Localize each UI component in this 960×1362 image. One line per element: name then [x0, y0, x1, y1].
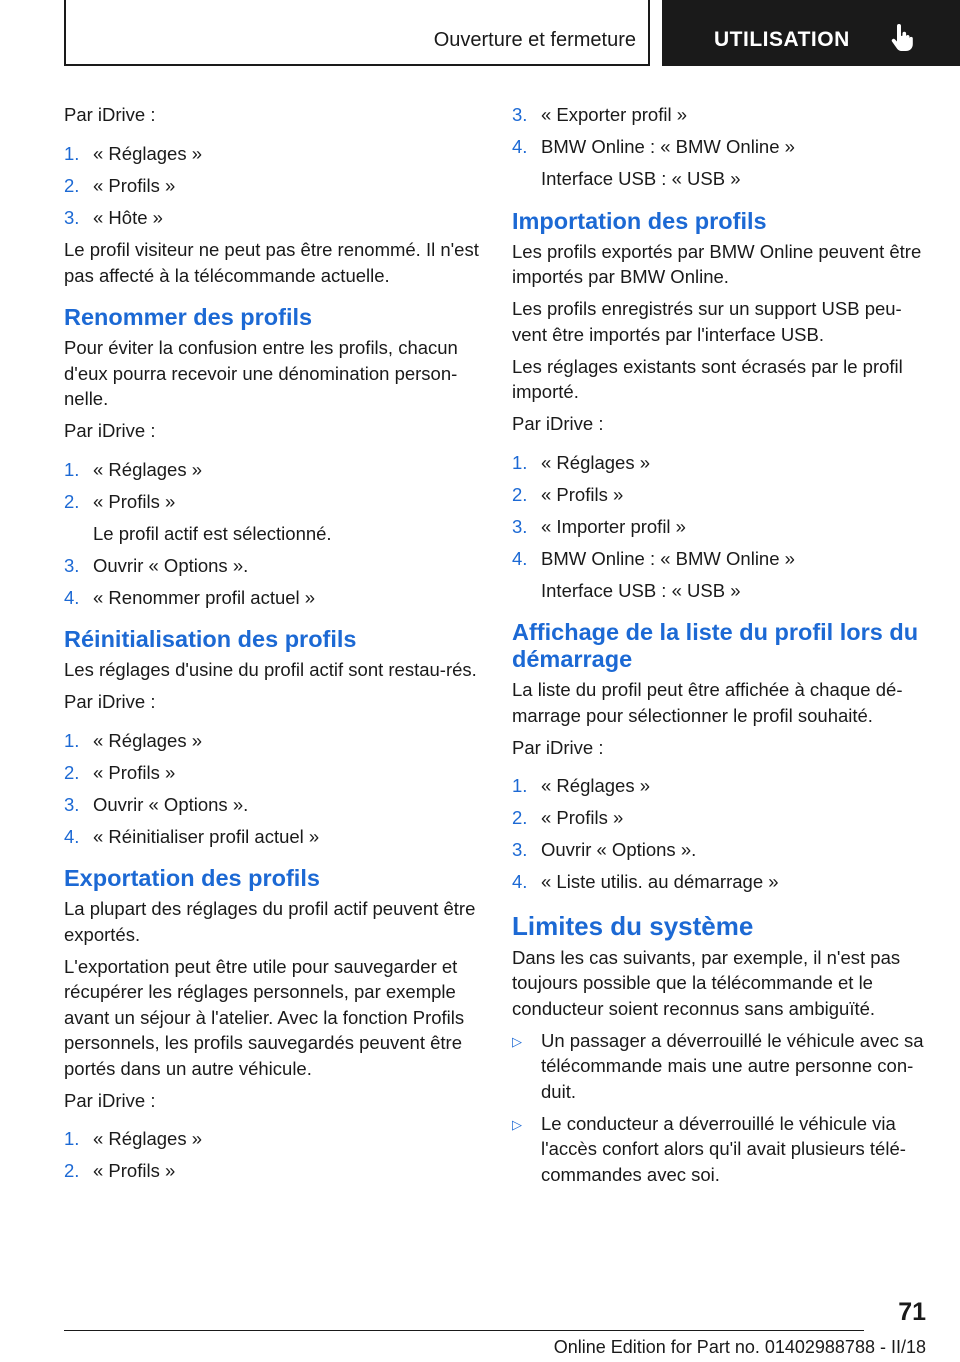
- step-number: 1.: [64, 142, 80, 164]
- step-main: « Profils »: [93, 490, 176, 512]
- triangle-bullet-icon: ▷: [512, 1033, 522, 1049]
- intro-text: Par iDrive :: [512, 736, 604, 758]
- list-item: [64, 1126, 484, 1152]
- step-number: 4.: [512, 871, 528, 892]
- paragraph: Les réglages existants sont écrasés par le profil importé.: [512, 355, 903, 402]
- step-text: « Réglages »: [93, 729, 203, 751]
- intro-text: Par iDrive :: [64, 104, 156, 125]
- step-text: « Liste utilis. au démarrage »: [541, 871, 779, 892]
- footer-edition: Online Edition for Part no. 01402988788 - II/18: [553, 1337, 926, 1357]
- step-text: Ouvrir « Options ».: [93, 554, 249, 576]
- header-section-box: [64, 0, 650, 66]
- list-item: [64, 457, 484, 483]
- step-main: BMW Online : « BMW Online »: [541, 547, 795, 569]
- hand-touch-icon: [891, 24, 913, 52]
- paragraph: Les réglages d'usine du profil actif sont restau‐rés.: [64, 659, 477, 680]
- left-column: [64, 102, 484, 1191]
- list-item: [512, 102, 932, 128]
- section-heading: Renommer des profils: [64, 304, 313, 330]
- list-item: [64, 728, 484, 754]
- intro-text: Par iDrive :: [512, 413, 604, 434]
- step-text: [541, 546, 932, 604]
- intro-text: Par iDrive :: [64, 691, 156, 712]
- header-chapter-title: UTILISATION: [714, 28, 850, 51]
- step-number: 1.: [512, 775, 528, 796]
- step-sub: Interface USB : « USB »: [541, 579, 741, 601]
- bullet-text: Le conducteur a déverrouillé le véhicule via l'accès confort alors qu'il avait plusieurs télé‐commandes avec soi.: [541, 1112, 906, 1185]
- step-number: 4.: [512, 547, 528, 569]
- page-header: [64, 0, 960, 66]
- header-chapter-box: [662, 0, 960, 66]
- list-item: [512, 514, 932, 540]
- step-text: « Réglages »: [93, 458, 203, 480]
- step-text: « Profils »: [541, 807, 624, 828]
- step-text: « Renommer profil actuel »: [93, 586, 316, 608]
- step-number: 4.: [512, 136, 528, 157]
- list-item: [64, 792, 484, 818]
- step-text: [93, 489, 484, 547]
- right-column: [512, 102, 932, 1194]
- step-text: [541, 134, 932, 192]
- header-section-title: Ouverture et fermeture: [433, 29, 636, 51]
- paragraph: La liste du profil peut être affichée à chaque dé‐marrage pour sélectionner le profil souhaité.: [512, 679, 903, 726]
- step-text: « Réglages »: [93, 142, 203, 164]
- list-item: [512, 546, 932, 604]
- step-number: 1.: [64, 729, 80, 751]
- paragraph: L'exportation peut être utile pour sauvegarder et récupérer les réglages personnels, par exemple avant un séjour à l'atelier. Avec la fonction Profils personnels, les profils sauvegardés peuvent être portés dans un autre véhicule.: [64, 955, 465, 1079]
- step-text: « Profils »: [93, 761, 176, 783]
- list-item: [64, 553, 484, 579]
- list-item: [64, 1158, 484, 1184]
- footer-divider: [64, 1330, 864, 1331]
- step-number: 4.: [64, 586, 80, 608]
- intro-text: Par iDrive :: [64, 420, 156, 441]
- list-item: [512, 134, 932, 192]
- step-text: « Exporter profil »: [541, 104, 688, 125]
- list-item: [512, 773, 932, 799]
- paragraph: Les profils exportés par BMW Online peuvent être importés par BMW Online.: [512, 240, 922, 287]
- list-item: [512, 1028, 932, 1105]
- step-number: 2.: [512, 807, 528, 828]
- rename-steps: [64, 457, 484, 611]
- list-item: [64, 760, 484, 786]
- list-item: [512, 482, 932, 508]
- step-text: Ouvrir « Options ».: [93, 793, 249, 815]
- list-item: [64, 824, 484, 850]
- step-number: 1.: [64, 1128, 80, 1149]
- step-sub: Le profil actif est sélectionné.: [93, 522, 332, 544]
- limits-bullets: [512, 1028, 932, 1188]
- step-text: « Réglages »: [93, 1128, 203, 1149]
- paragraph: Pour éviter la confusion entre les profils, chacun d'eux pourra recevoir une dénomination person‐nelle.: [64, 337, 458, 409]
- section-heading: Affichage de la liste du profil lors du démarrage: [512, 619, 919, 672]
- step-number: 2.: [512, 483, 528, 505]
- list-item: [512, 450, 932, 476]
- step-number: 3.: [64, 206, 80, 228]
- step-main: BMW Online : « BMW Online »: [541, 136, 795, 157]
- step-number: 3.: [512, 839, 528, 860]
- step-text: Ouvrir « Options ».: [541, 839, 697, 860]
- step-text: « Profils »: [93, 174, 176, 196]
- chapter-heading: Limites du système: [512, 910, 754, 941]
- step-number: 4.: [64, 825, 80, 847]
- list-item: [64, 585, 484, 611]
- step-number: 2.: [64, 761, 80, 783]
- list-item: [512, 869, 932, 895]
- paragraph: La plupart des réglages du profil actif peuvent être exportés.: [64, 898, 476, 945]
- step-text: « Profils »: [541, 483, 624, 505]
- step-text: « Profils »: [93, 1160, 176, 1181]
- step-number: 2.: [64, 1160, 80, 1181]
- paragraph: Le profil visiteur ne peut pas être renommé. Il n'est pas affecté à la télécommande actuelle.: [64, 239, 479, 286]
- step-number: 1.: [512, 451, 528, 473]
- step-number: 3.: [512, 515, 528, 537]
- import-steps: [512, 450, 932, 604]
- step-text: « Réglages »: [541, 451, 651, 473]
- list-item: [64, 141, 484, 167]
- startup-steps: [512, 773, 932, 895]
- step-number: 2.: [64, 490, 80, 512]
- step-text: « Réinitialiser profil actuel »: [93, 825, 320, 847]
- section-heading: Exportation des profils: [64, 865, 320, 891]
- list-item: [64, 205, 484, 231]
- step-text: « Réglages »: [541, 775, 651, 796]
- paragraph: Dans les cas suivants, par exemple, il n'est pas toujours possible que la télécommande et le conducteur soient reconnus sans ambiguïté.: [512, 946, 901, 1019]
- section-heading: Importation des profils: [512, 207, 767, 234]
- step-text: « Hôte »: [93, 206, 163, 228]
- list-item: [64, 173, 484, 199]
- step-number: 2.: [64, 174, 80, 196]
- reset-steps: [64, 728, 484, 850]
- export-steps-continued: [512, 102, 932, 192]
- step-number: 3.: [64, 793, 80, 815]
- page-number: 71: [898, 1298, 926, 1326]
- step-number: 3.: [512, 104, 528, 125]
- list-item: [64, 489, 484, 547]
- list-item: [512, 1111, 932, 1188]
- step-text: « Importer profil »: [541, 515, 686, 537]
- paragraph: Les profils enregistrés sur un support USB peu‐vent être importés par l'interface USB.: [512, 298, 902, 345]
- guest-steps: [64, 141, 484, 231]
- intro-text: Par iDrive :: [64, 1089, 156, 1111]
- export-steps: [64, 1126, 484, 1184]
- step-number: 3.: [64, 554, 80, 576]
- bullet-text: Un passager a déverrouillé le véhicule avec sa télécommande mais une autre personne con‐duit.: [541, 1029, 924, 1102]
- list-item: [512, 805, 932, 831]
- section-heading: Réinitialisation des profils: [64, 626, 357, 652]
- list-item: [512, 837, 932, 863]
- step-number: 1.: [64, 458, 80, 480]
- triangle-bullet-icon: ▷: [512, 1116, 522, 1132]
- step-sub: Interface USB : « USB »: [541, 168, 741, 189]
